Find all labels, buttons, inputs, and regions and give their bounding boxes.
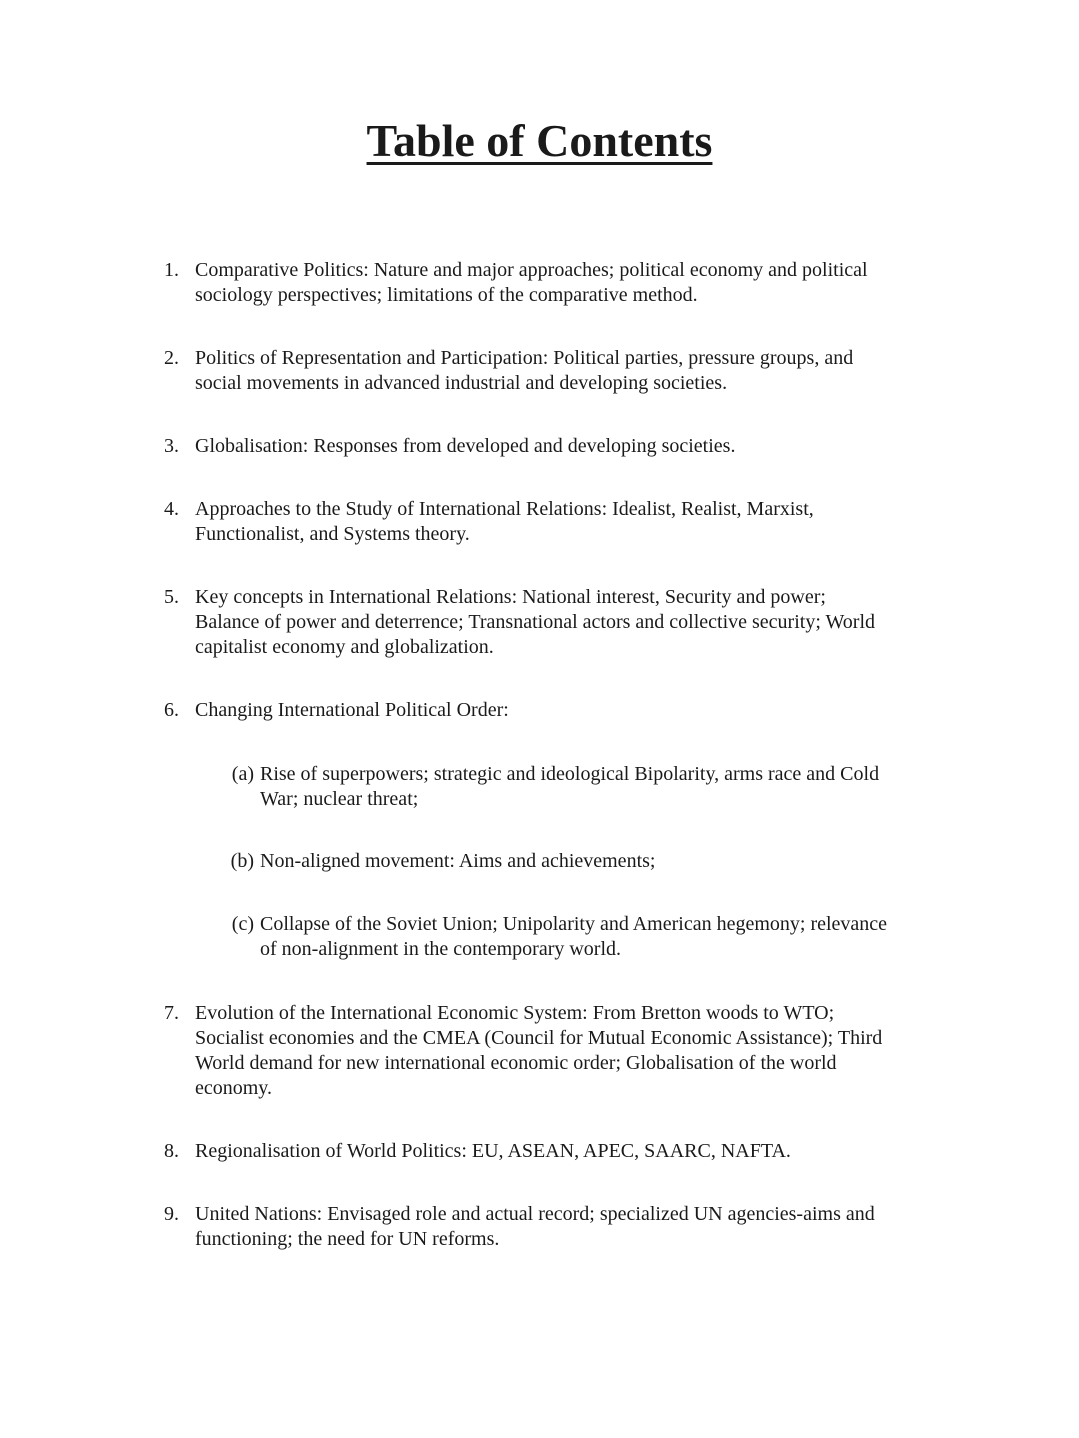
toc-item-number: 1.: [164, 259, 179, 281]
toc-subitem-label: (b): [230, 850, 254, 872]
toc-item-number: 9.: [164, 1203, 179, 1225]
toc-subitem-text: Collapse of the Soviet Union; Unipolarity and American hegemony; relevance of non-alignment in the contemporary world.: [260, 913, 888, 960]
toc-item-number: 5.: [164, 586, 179, 608]
toc-item-text: United Nations: Envisaged role and actual record; specialized UN agencies-aims and functioning; the need for UN reforms.: [195, 1203, 875, 1250]
toc-item-text: Regionalisation of World Politics: EU, ASEAN, APEC, SAARC, NAFTA.: [195, 1140, 791, 1162]
toc-subitem-text: Non-aligned movement: Aims and achievements;: [260, 850, 656, 872]
toc-subitem-label: (c): [231, 913, 254, 935]
toc-item-number: 4.: [164, 498, 179, 520]
toc-subitem-label: (a): [231, 763, 254, 785]
toc-item-text: Key concepts in International Relations: National interest, Security and power; Balance of power and deterrence; Transnational actors and collective security; World capitalist economy and globalization.: [195, 586, 875, 658]
toc-item-number: 2.: [164, 347, 179, 369]
toc-item-text: Approaches to the Study of International Relations: Idealist, Realist, Marxist, Functionalist, and Systems theory.: [195, 498, 814, 545]
toc-item-text: Politics of Representation and Participation: Political parties, pressure groups, and social movements in advanced industrial and developing societies.: [195, 347, 854, 394]
page-title: Table of Contents: [366, 115, 713, 166]
toc-item-number: 3.: [164, 435, 179, 457]
toc-item-text: Evolution of the International Economic System: From Bretton woods to WTO; Socialist economies and the CMEA (Council for Mutual Economic Assistance); Third World demand for new international economic order; Globalisation of the world economy.: [195, 1002, 883, 1099]
toc-item-text: Comparative Politics: Nature and major approaches; political economy and political sociology perspectives; limitations of the comparative method.: [195, 259, 868, 306]
toc-item-number: 7.: [164, 1002, 179, 1024]
toc-item-number: 8.: [164, 1140, 179, 1162]
toc-item-text: Changing International Political Order:: [195, 699, 509, 721]
toc-item-number: 6.: [164, 699, 179, 721]
toc-item-text: Globalisation: Responses from developed and developing societies.: [195, 435, 736, 457]
toc-subitem-text: Rise of superpowers; strategic and ideological Bipolarity, arms race and Cold War; nuclear threat;: [260, 763, 880, 810]
